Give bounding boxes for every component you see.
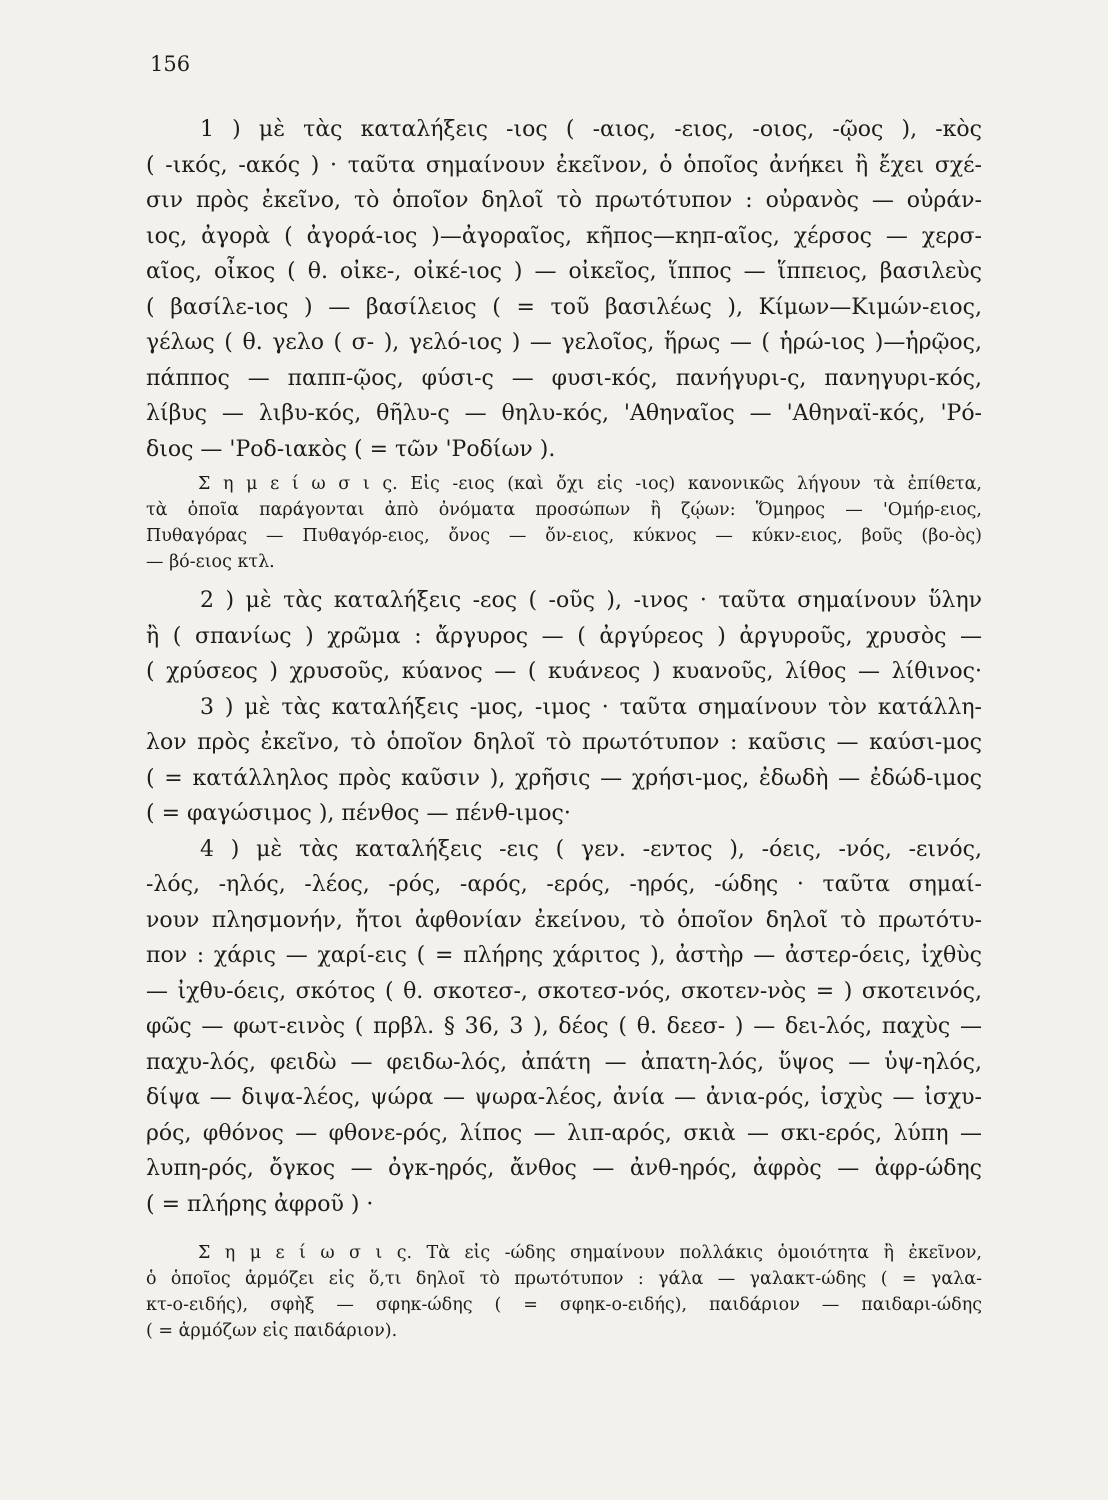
text-line: 2 ) μὲ τὰς καταλήξεις -εος ( -οῦς ), -ινος · ταῦτα σημαίνουν ὕλην [200, 588, 982, 613]
page-number: 156 [150, 52, 191, 76]
text-line: ( βασίλε-ιος ) — βασίλειος ( = τοῦ βασιλέως ), Κίμων—Κιμών-ειος, [146, 294, 982, 320]
note-line: Πυθαγόρας — Πυθαγόρ-ειος, ὄνος — ὄν-ειος, κύκνος — κύκν-ειος, βοῦς (βο-ὸς) [146, 526, 982, 546]
text-line: ( = κατάλληλος πρὸς καῦσιν ), χρῆσις — χρήσι-μος, ἐδωδὴ — ἐδώδ-ιμος [146, 765, 982, 791]
text-line: ( = φαγώσιμος ), πένθος — πένθ-ιμος· [146, 801, 571, 826]
text-line: λίβυς — λιβυ-κός, θῆλυ-ς — θηλυ-κός, 'Αθηναῖος — 'Αθηναϊ-κός, 'Ρό- [146, 401, 982, 426]
note-line: ὁ ὁποῖος ἁρμόζει εἰς ὅ,τι δηλοῖ τὸ πρωτότυπον : γάλα — γαλακτ-ώδης ( = γαλα- [146, 1269, 982, 1289]
paragraph-4 [146, 832, 982, 1223]
text-line: ( -ικός, -ακός ) · ταῦτα σημαίνουν ἐκεῖνον, ὁ ὁποῖος ἀνήκει ἢ ἔχει σχέ- [146, 152, 982, 178]
text-line: γέλως ( θ. γελο ( σ- ), γελό-ιος ) — γελοῖος, ἥρως — ( ἡρώ-ιος )—ἡρῷος, [146, 330, 982, 355]
text-line: πον : χάρις — χαρί-εις ( = πλήρης χάριτος ), ἀστὴρ — ἀστερ-όεις, ἰχθὺς [146, 943, 982, 968]
text-line: ἢ ( σπανίως ) χρῶμα : ἄργυρος — ( ἀργύρεος ) ἀργυροῦς, χρυσὸς — [146, 623, 982, 649]
text-line: ( χρύσεος ) χρυσοῦς, κύανος — ( κυάνεος ) κυανοῦς, λίθος — λίθινος· [146, 659, 982, 684]
paragraph-3 [146, 690, 982, 832]
paragraph-1 [146, 112, 982, 467]
note-1 [146, 471, 982, 575]
text-line: 4 ) μὲ τὰς καταλήξεις -εις ( γεν. -εντος ), -όεις, -νός, -εινός, [200, 836, 982, 862]
text-line: 3 ) μὲ τὰς καταλήξεις -μος, -ιμος · ταῦτα σημαίνουν τὸν κατάλλη- [200, 694, 982, 720]
text-line: πάππος — παππ-ῷος, φύσι-ς — φυσι-κός, πανήγυρι-ς, πανηγυρι-κός, [146, 365, 982, 391]
text-line: δίψα — διψα-λέος, ψώρα — ψωρα-λέος, ἀνία — ἀνια-ρός, ἰσχὺς — ἰσχυ- [146, 1085, 982, 1110]
text-line: ρός, φθόνος — φθονε-ρός, λίπος — λιπ-αρός, σκιὰ — σκι-ερός, λύπη — [146, 1120, 982, 1146]
text-line: νουν πλησμονήν, ἤτοι ἀφθονίαν ἐκείνου, τὸ ὁποῖον δηλοῖ τὸ πρωτότυ- [146, 907, 982, 933]
text-line: 1 ) μὲ τὰς καταλήξεις -ιος ( -αιος, -ειος, -οιος, -ῷος ), -κὸς [200, 117, 982, 142]
note-2 [146, 1240, 982, 1344]
text-line: λυπη-ρός, ὄγκος — ὀγκ-ηρός, ἄνθος — ἀνθ-ηρός, ἀφρὸς — ἀφρ-ώδης [146, 1156, 982, 1181]
text-line: αῖος, οἶκος ( θ. οἰκε-, οἰκέ-ιος ) — οἰκεῖος, ἵππος — ἵππειος, βασιλεὺς [146, 259, 982, 284]
text-line: παχυ-λός, φειδὼ — φειδω-λός, ἀπάτη — ἀπατη-λός, ὕψος — ὑψ-ηλός, [146, 1049, 982, 1075]
text-line: — ἰχθυ-όεις, σκότος ( θ. σκοτεσ-, σκοτεσ-νός, σκοτεν-νὸς = ) σκοτεινός, [146, 978, 982, 1004]
text-line: ιος, ἀγορὰ ( ἀγορά-ιος )—ἀγοραῖος, κῆπος—κηπ-αῖος, χέρσος — χερσ- [146, 223, 982, 249]
note-line: Σ η μ ε ί ω σ ι ς. Εἰς -ειος (καὶ ὄχι εἰς -ιος) κανονικῶς λήγουν τὰ ἐπίθετα, [198, 474, 982, 494]
note-line: — βό-ειος κτλ. [146, 552, 275, 572]
text-line: -λός, -ηλός, -λέος, -ρός, -αρός, -ερός, -ηρός, -ώδης · ταῦτα σημαί- [146, 872, 982, 897]
note-line: ( = ἁρμόζων εἰς παιδάριον). [146, 1321, 398, 1341]
note-line: Σ η μ ε ί ω σ ι ς. Τὰ εἰς -ώδης σημαίνουν πολλάκις ὁμοιότητα ἢ ἐκεῖνον, [198, 1243, 982, 1263]
text-line: φῶς — φωτ-εινὸς ( πρβλ. § 36, 3 ), δέος ( θ. δεεσ- ) — δει-λός, παχὺς — [146, 1014, 982, 1039]
text-line: ( = πλήρης ἀφροῦ ) · [146, 1191, 374, 1217]
note-line: τὰ ὁποῖα παράγονται ἀπὸ ὀνόματα προσώπων ἢ ζῴων: Ὅμηρος — 'Ομήρ-ειος, [146, 500, 982, 520]
text-line: λον πρὸς ἐκεῖνο, τὸ ὁποῖον δηλοῖ τὸ πρωτότυπον : καῦσις — καύσι-μος [146, 730, 982, 755]
text-line: σιν πρὸς ἐκεῖνο, τὸ ὁποῖον δηλοῖ τὸ πρωτότυπον : οὐρανὸς — οὐράν- [146, 188, 982, 213]
text-line: διος — 'Ροδ-ιακὸς ( = τῶν 'Ροδίων ). [146, 436, 556, 462]
note-line: κτ-ο-ειδής), σφὴξ — σφηκ-ώδης ( = σφηκ-ο-ειδής), παιδάριον — παιδαρι-ώδης [146, 1295, 982, 1315]
paragraph-2 [146, 583, 982, 690]
page-content [146, 112, 982, 1352]
